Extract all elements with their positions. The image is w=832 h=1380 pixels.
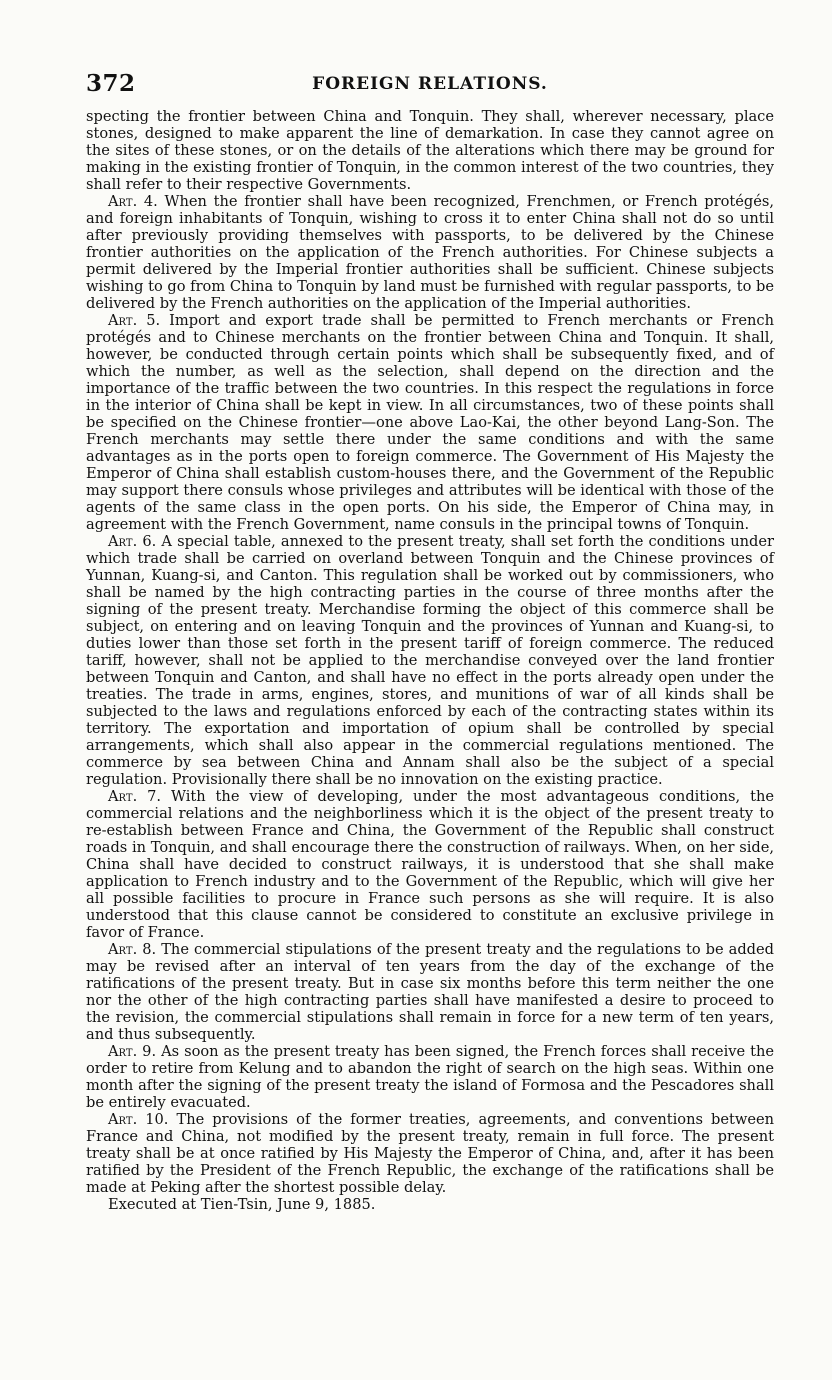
article-7 [86,788,774,941]
article-4 [86,193,774,312]
article-text: With the view of developing, under the most advantageous conditions, the commercial relations and the neighborliness which it is the object of the present treaty to re-establish between France and China, the Government of the Republic shall construct roads in Tonquin, and shall encourage there the construction of railways. When, on her side, China shall have decided to construct railways, it is understood that she shall make application to French industry and to the Government of the Republic, which will give her all possible facilities to procure in France such persons as she will require. It is also understood that this clause cannot be considered to constitute an exclusive privilege in favor of France. [86,788,774,941]
article-label: Art. 7. [108,788,162,805]
article-label: Art. 9. [108,1043,157,1060]
article-text: The provisions of the former treaties, agreements, and conventions between France and China, not modified by the present treaty, remain in full force. The present treaty shall be at once ratified by His Majesty the Emperor of China, and, after it has been ratified by the President of the French Republic, the exchange of the ratifications shall be made at Peking after the shortest possible delay. [86,1111,774,1196]
article-text: A special table, annexed to the present treaty, shall set forth the conditions under which trade shall be carried on overland between Tonquin and the Chinese provinces of Yunnan, Kuang-si, and Canton. This regulation shall be worked out by commissioners, who shall be named by the high contracting parties in the course of three months after the signing of the present treaty. Merchandise forming the object of this commerce shall be subject, on entering and on leaving Tonquin and the provinces of Yunnan and Kuang-si, to duties lower than those set forth in the present tariff of foreign commerce. The reduced tariff, however, shall not be applied to the merchandise conveyed over the land frontier between Tonquin and Canton, and shall have no effect in the ports already open under the treaties. The trade in arms, engines, stores, and munitions of war of all kinds shall be subjected to the laws and regulations enforced by each of the contracting states within its territory. The exportation and importation of opium shall be controlled by special arrangements, which shall also appear in the commercial regulations mentioned. The commerce by sea between China and Annam shall also be the subject of a special regulation. Provisionally there shall be no innovation on the existing practice. [86,533,775,788]
page-number: 372 [86,70,136,97]
treaty-text [86,108,774,1213]
article-text: As soon as the present treaty has been signed, the French forces shall receive the order to retire from Kelung and to abandon the right of search on the high seas. Within one month after the signing of the present treaty the island of Formosa and the Pescadores shall be entirely evacuated. [86,1043,774,1111]
article-10 [86,1111,774,1196]
execution-line: Executed at Tien-Tsin, June 9, 1885. [108,1196,376,1213]
article-text: When the frontier shall have been recognized, Frenchmen, or French protégés, and foreign inhabitants of Tonquin, wishing to cross it to enter China shall not do so until after previously providing themselves with passports, to be delivered by the Chinese frontier authorities on the application of the French authorities. For Chinese subjects a permit delivered by the Imperial frontier authorities shall be sufficient. Chinese subjects wishing to go from China to Tonquin by land must be furnished with regular passports, to be delivered by the French authorities on the application of the Imperial authorities. [86,193,775,312]
article-8 [86,941,774,1043]
paragraph-continuation [86,108,774,193]
article-5 [86,312,774,533]
article-label: Art. 4. [108,193,158,210]
page-header [86,70,774,96]
paragraph-text: specting the frontier between China and Tonquin. They shall, wherever necessary, place stones, designed to make apparent the line of demarkation. In case they cannot agree on the sites of these stones, or on the details of the alterations which there may be ground for making in the existing frontier of Tonquin, in the common interest of the two countries, they shall refer to their respective Governments. [86,108,774,193]
running-head: FOREIGN RELATIONS. [312,74,548,94]
article-label: Art. 8. [108,941,157,958]
article-text: The commercial stipulations of the present treaty and the regulations to be added may be revised after an interval of ten years from the day of the exchange of the ratifications of the present treaty. But in case six months before this term neither the one nor the other of the high contracting parties shall have manifested a desire to proceed to the revision, the commercial stipulations shall remain in force for a new term of ten years, and thus subsequently. [86,941,775,1043]
article-9 [86,1043,774,1111]
article-label: Art. 6. [108,533,157,550]
article-6 [86,533,774,788]
article-label: Art. 5. [108,312,161,329]
article-text: Import and export trade shall be permitted to French merchants or French protégés and to Chinese merchants on the frontier between China and Tonquin. It shall, however, be conducted through certain points which shall be subsequently fixed, and of which the number, as well as the selection, shall depend on the direction and the importance of the traffic between the two countries. In this respect the regulations in force in the interior of China shall be kept in view. In all circumstances, two of these points shall be specified on the Chinese frontier—one above Lao-Kai, the other beyond Lang-Son. The French merchants may settle there under the same conditions and with the same advantages as in the ports open to foreign commerce. The Government of His Majesty the Emperor of China shall establish custom-houses there, and the Government of the Republic may support there consuls whose privileges and attributes will be identical with those of the agents of the same class in the open ports. On his side, the Emperor of China may, in agreement with the French Government, name consuls in the principal towns of Tonquin. [86,312,775,533]
article-label: Art. 10. [108,1111,169,1128]
